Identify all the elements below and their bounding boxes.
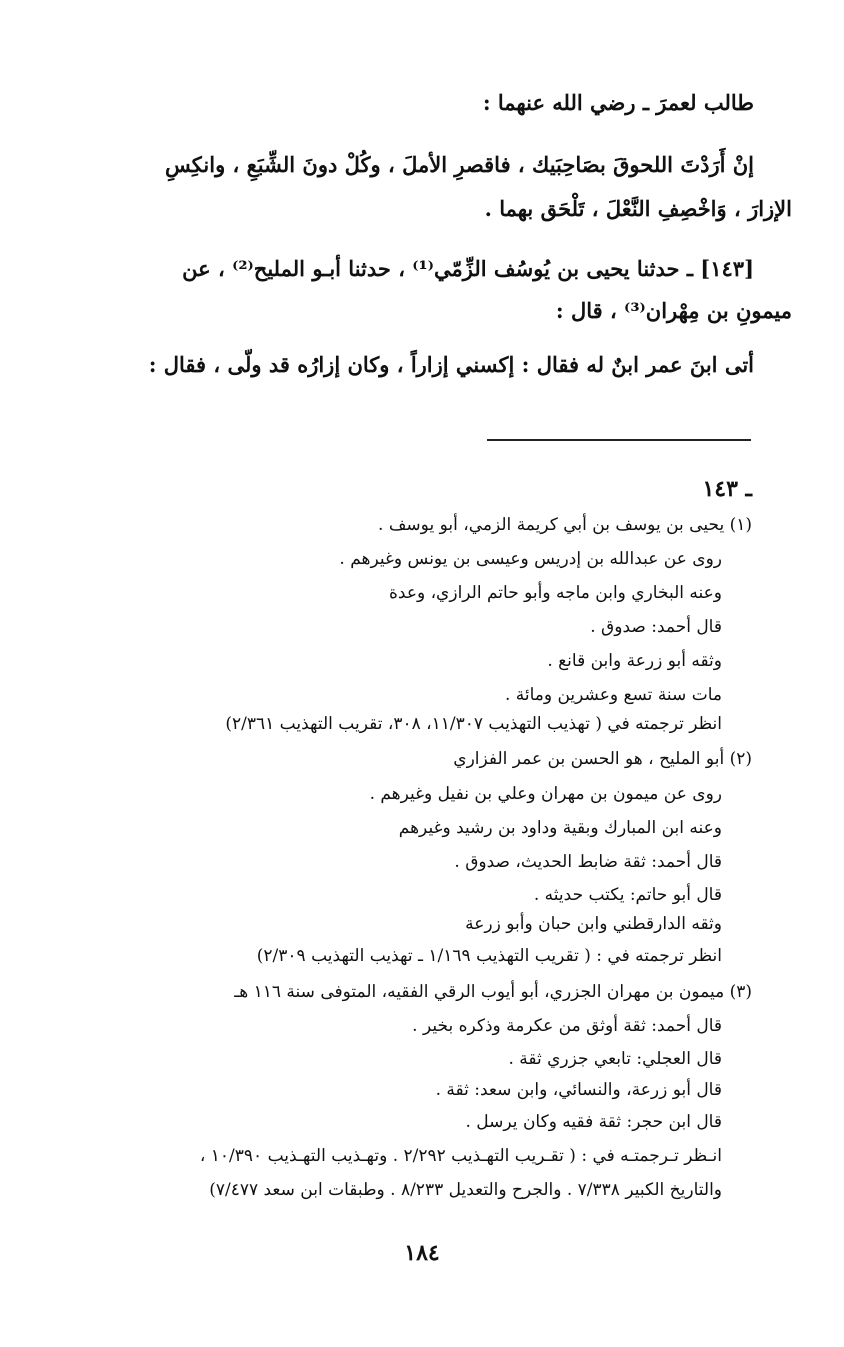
paragraph-2-line-2: الإزارَ ، وَاخْصِفِ النَّعْلَ ، تَلْحَق بهما . — [484, 196, 792, 221]
footnote-line: قال العجلي: تابعي جزري ثقة . — [508, 1049, 722, 1069]
footnote-line: وعنه البخاري وابن ماجه وأبو حاتم الرازي، وعدة — [388, 583, 722, 603]
footnote-line: والتاريخ الكبير ٧/٣٣٨ . والجرح والتعديل ٨/٢٣٣ . وطبقات ابن سعد ٧/٤٧٧) — [209, 1180, 722, 1200]
footnote-line: قال ابن حجر: ثقة فقيه وكان يرسل . — [465, 1112, 722, 1132]
footnote-line: روى عن عبدالله بن إدريس وعيسى بن يونس وغيرهم . — [339, 549, 722, 569]
footnote-line: قال أحمد: ثقة ضابط الحديث، صدوق . — [454, 852, 722, 872]
footnote-line: قال أبو حاتم: يكتب حديثه . — [533, 885, 722, 905]
hadith-143-line-1: [١٤٣] ـ حدثنا يحيى بن يُوسُف الزِّمّي⁽¹⁾ ، حدثنا أبـو المليح⁽²⁾ ، عن — [182, 256, 754, 281]
footnote-line: وثقه أبو زرعة وابن قانع . — [547, 651, 722, 671]
footnote-line: (١) يحيى بن يوسف بن أبي كريمة الزمي، أبو يوسف . — [378, 515, 752, 535]
footnote-line: وثقه الدارقطني وابن حبان وأبو زرعة — [465, 914, 722, 934]
footnote-line: (٣) ميمون بن مهران الجزري، أبو أيوب الرقي الفقيه، المتوفى سنة ١١٦ هـ — [234, 982, 752, 1002]
footnote-line: وعنه ابن المبارك وبقية وداود بن رشيد وغيرهم — [398, 818, 722, 838]
page-number: ١٨٤ — [404, 1240, 440, 1266]
paragraph-1: طالب لعمرَ ـ رضي الله عنهما : — [482, 90, 754, 115]
footnote-divider — [487, 439, 751, 441]
footnote-heading: ـ ١٤٣ — [702, 476, 752, 502]
footnote-line: (٢) أبو المليح ، هو الحسن بن عمر الفزاري — [453, 749, 752, 769]
footnote-line: انظر ترجمته في : ( تقريب التهذيب ١/١٦٩ ـ تهذيب التهذيب ٢/٣٠٩) — [256, 946, 722, 966]
footnote-line: روى عن ميمون بن مهران وعلي بن نفيل وغيرهم . — [369, 784, 722, 804]
hadith-143-line-2: ميمونِ بن مِهْران⁽³⁾ ، قال : — [555, 298, 792, 323]
paragraph-2-line-1: إنْ أَرَدْتَ اللحوقَ بصَاحِبَيك ، فاقصرِ الأملَ ، وكُلْ دونَ الشِّبَعِ ، وانكِسِ — [165, 152, 754, 177]
paragraph-4: أتى ابنَ عمر ابنٌ له فقال : إكسني إزاراً ، وكان إزارُه قد ولّى ، فقال : — [148, 352, 754, 377]
footnote-line: قال أبو زرعة، والنسائي، وابن سعد: ثقة . — [435, 1080, 722, 1100]
footnote-line: مات سنة تسع وعشرين ومائة . — [504, 685, 722, 705]
footnote-line: قال أحمد: ثقة أوثق من عكرمة وذكره بخير . — [412, 1016, 722, 1036]
footnote-line: قال أحمد: صدوق . — [590, 617, 722, 637]
footnote-line: انظر ترجمته في ( تهذيب التهذيب ١١/٣٠٧، ٣٠٨، تقريب التهذيب ٢/٣٦١) — [225, 714, 722, 734]
footnote-line: انـظر تـرجمتـه في : ( تقـريب التهـذيب ٢/٢٩٢ . وتهـذيب التهـذيب ١٠/٣٩٠ ، — [199, 1146, 722, 1166]
